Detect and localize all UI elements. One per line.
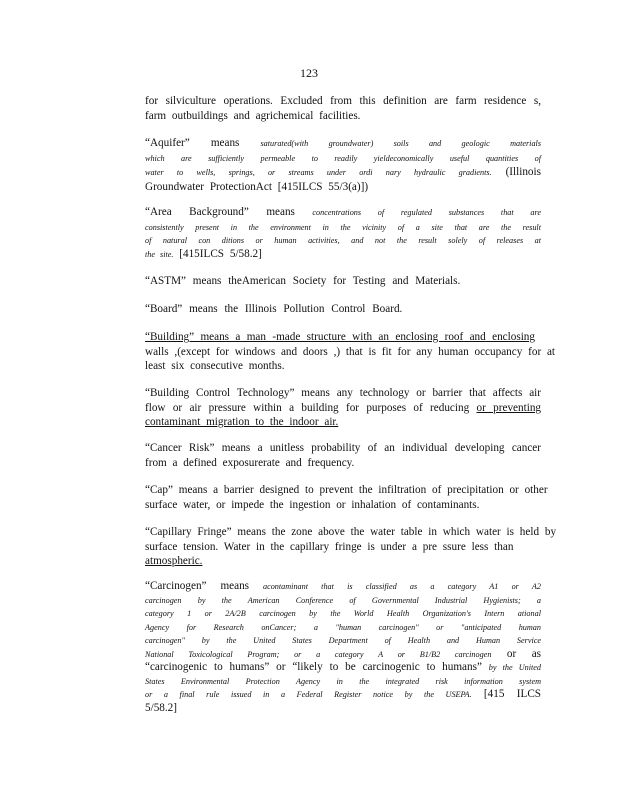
text-line [145, 688, 541, 702]
text-line [145, 205, 541, 221]
text-line: farm outbuildings and agrichemical facilities. [145, 109, 361, 122]
text-line: carcinogen" by the United States Department of Health and Human Service [145, 636, 541, 645]
term-aquifer: “Aquifer” [145, 137, 190, 149]
text-line [145, 648, 541, 662]
text-line: saturated(with groundwater) soils and geologic materials [260, 139, 542, 148]
text-line: contaminant migration to the indoor air. [145, 416, 339, 428]
term-carcinogen: “Carcinogen” [145, 580, 207, 592]
text-line: flow or air pressure within a building for purposes of reducing [145, 401, 470, 414]
text-line: of natural con ditions or human activities, and not the result solely of releases at [145, 235, 541, 245]
text-line: “Board” means the Illinois Pollution Control Board. [145, 303, 403, 315]
text-line: Groundwater ProtectionAct [415ILCS 55/3(a)]) [145, 181, 369, 193]
means-text: means [210, 137, 240, 149]
text-line [145, 580, 541, 594]
text-line: least six consecutive months. [145, 360, 285, 372]
definition-cancer-risk [145, 441, 541, 470]
means-text: means [220, 580, 250, 592]
text-line: “carcinogenic to humans” or “likely to be carcinogenic to humans” [145, 661, 482, 673]
means-text: means [266, 206, 295, 218]
text-line [145, 661, 541, 675]
text-line: surface water, or impede the ingestion or inhalation of contaminants. [145, 498, 480, 511]
definition-area-background [145, 205, 541, 262]
text-line: by the United [488, 663, 542, 672]
text-line: consistently present in the environment in the vicinity of a site that are the result [145, 222, 541, 232]
definition-carcinogen [145, 580, 541, 715]
text-line: Agency for Research onCancer; a "human carcinogen" or "anticipated human [145, 622, 541, 632]
definition-cap [145, 483, 548, 512]
text-line [145, 401, 541, 416]
text-line: “Capillary Fringe” means the zone above the water table in which water is held by [145, 526, 557, 538]
definition-capillary-fringe [145, 525, 557, 569]
text-line: the site. [145, 249, 174, 259]
definition-board [145, 302, 541, 317]
definition-astm [145, 274, 541, 289]
text-line: [415 ILCS [483, 688, 541, 700]
text-line: (Illinois [505, 165, 541, 178]
term-area-background: “Area Background” [145, 206, 249, 218]
text-line: category 1 or 2A/2B carcinogen by the World Health Organization's Intern ational [145, 609, 541, 618]
text-line: walls ,(except for windows and doors ,) that is fit for any human occupancy for at [145, 345, 556, 358]
text-line: States Environmental Protection Agency in the integrated risk information system [145, 676, 541, 686]
text-line: which are sufficiently permeable to readily yieldeconomically useful quantities of [145, 153, 541, 163]
paragraph-silviculture [145, 94, 541, 123]
definition-building [145, 330, 556, 374]
text-line: acontaminant that is classified as a category A1 or A2 [262, 582, 541, 591]
text-line: “Cancer Risk” means a unitless probability of an individual developing cancer [145, 442, 541, 454]
text-line [145, 165, 541, 181]
text-line: for silviculture operations. Excluded from this definition are farm residence s, [145, 95, 541, 107]
text-line: 5/58.2] [145, 701, 178, 714]
text-line: atmospheric. [145, 555, 203, 567]
text-line: carcinogen by the American Conference of Governmental Industrial Hygienists; a [145, 595, 541, 605]
text-line: or as [506, 647, 542, 660]
text-line: concentrations of regulated substances that are [312, 208, 541, 217]
text-line: from a defined exposurerate and frequency. [145, 456, 355, 469]
page-number: 123 [300, 66, 318, 80]
text-line: National Toxicological Program; or a category A or B1/B2 carcinogen [145, 649, 492, 659]
text-line: “Building Control Technology” means any technology or barrier that affects air [145, 387, 541, 399]
text-line [145, 247, 541, 263]
text-line: surface tension. Water in the capillary fringe is under a pre ssure less than [145, 540, 514, 553]
definition-building-control-technology [145, 386, 541, 430]
text-line: water to wells, springs, or streams under ordi nary hydraulic gradients. [145, 167, 492, 177]
text-line: or a final rule issued in a Federal Register notice by the USEPA. [145, 690, 472, 699]
text-line: “Building” means a man -made structure with an enclosing roof and enclosing [145, 331, 535, 343]
text-line: [415ILCS 5/58.2] [179, 247, 262, 260]
text-line: or preventing [476, 401, 542, 414]
text-line [145, 136, 541, 152]
definition-aquifer [145, 136, 541, 195]
text-line: “ASTM” means theAmerican Society for Testing and Materials. [145, 275, 461, 287]
text-line: “Cap” means a barrier designed to prevent the infiltration of precipitation or other [145, 484, 548, 496]
